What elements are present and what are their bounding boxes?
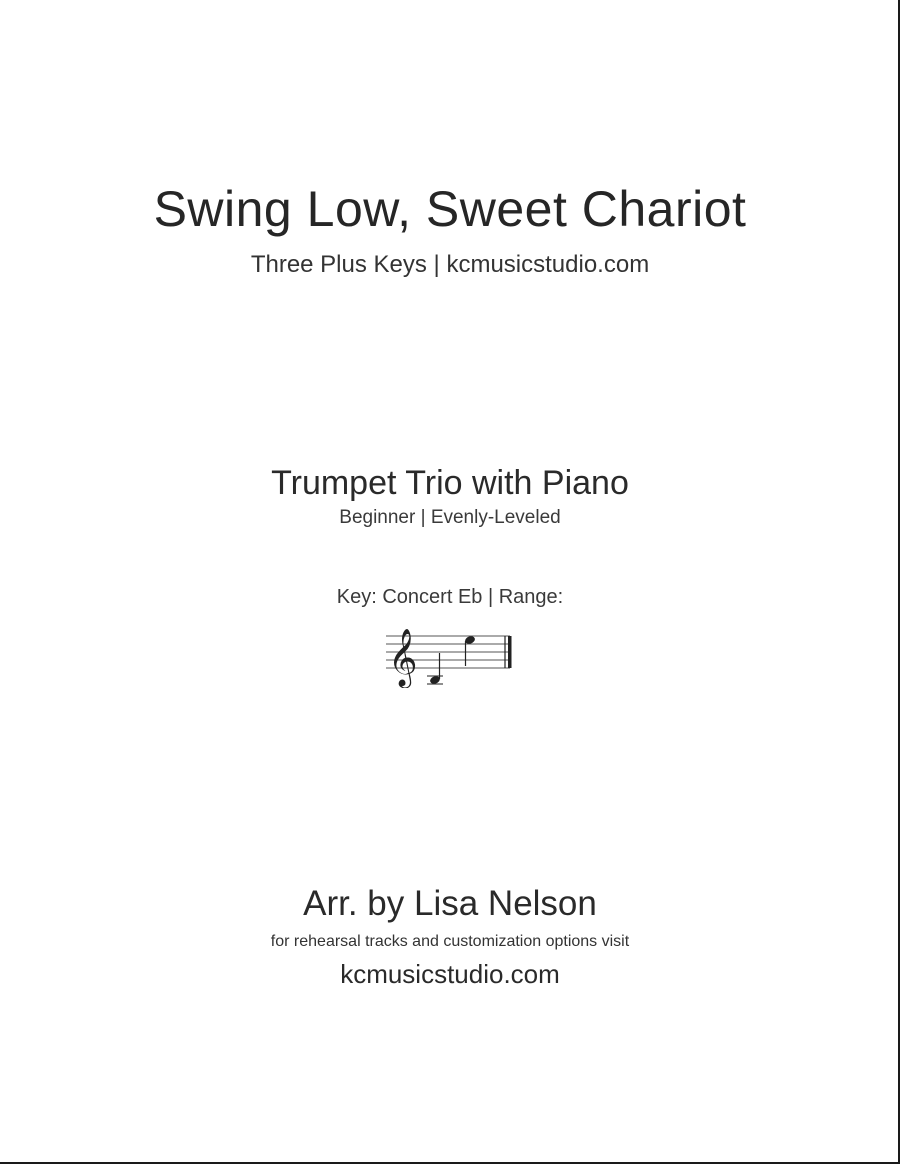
rehearsal-note: for rehearsal tracks and customization options visit [270, 933, 630, 950]
key-range-label: Key: Concert Eb | Range: [336, 586, 564, 608]
score-title: Swing Low, Sweet Chariot [153, 181, 747, 237]
arranger-credit: Arr. by Lisa Nelson [303, 884, 597, 923]
website-link[interactable]: kcmusicstudio.com [340, 959, 560, 989]
level-label: Beginner | Evenly-Leveled [339, 507, 561, 528]
treble-clef-icon: 𝄞 [388, 628, 418, 686]
score-subtitle: Three Plus Keys | kcmusicstudio.com [250, 251, 650, 278]
range-staff-icon [384, 616, 514, 688]
ensemble-label: Trumpet Trio with Piano [271, 464, 629, 502]
